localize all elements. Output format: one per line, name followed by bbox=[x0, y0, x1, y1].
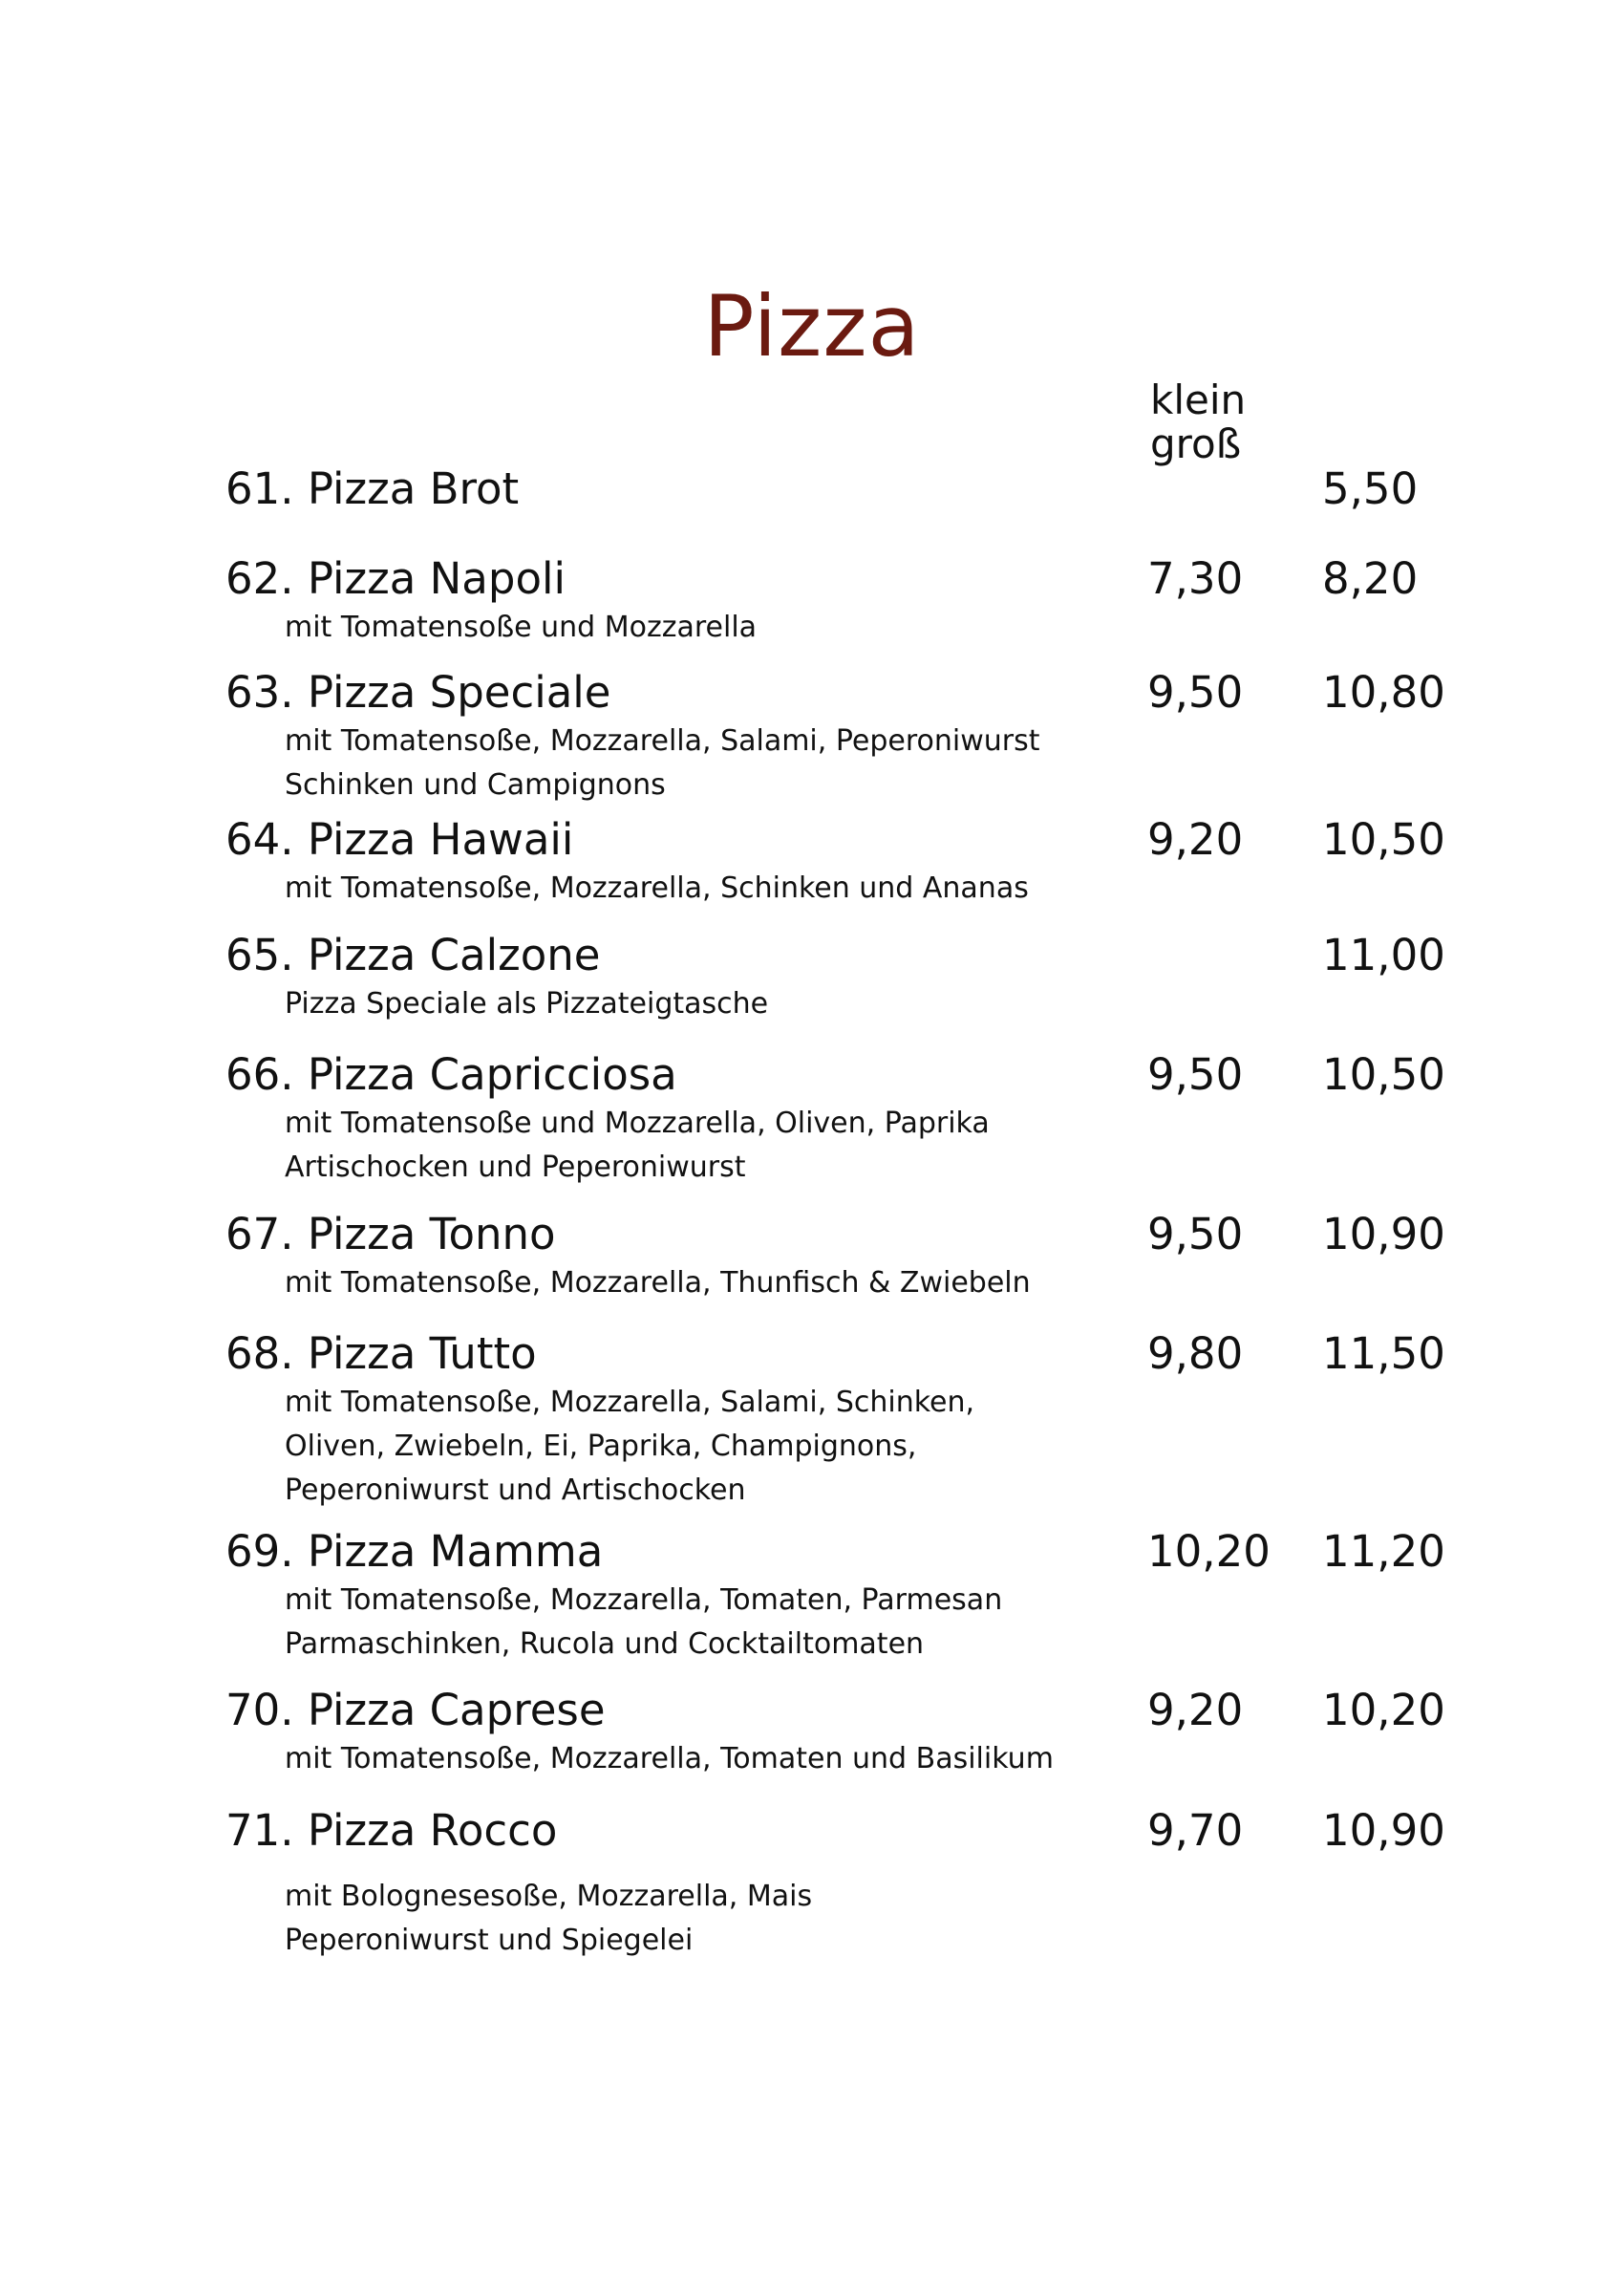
menu-item-description: mit Tomatensoße, Mozzarella, Tomaten, Parmesan bbox=[285, 1583, 1003, 1617]
menu-item-description: mit Tomatensoße und Mozzarella bbox=[285, 611, 758, 644]
menu-item bbox=[225, 666, 1467, 807]
price-small: 9,50 bbox=[1147, 1049, 1244, 1100]
price-large: 5,50 bbox=[1322, 463, 1419, 514]
price-large: 11,20 bbox=[1322, 1526, 1445, 1577]
menu-item-description: Artischocken und Peperoniwurst bbox=[285, 1151, 746, 1184]
menu-item-name: 63. Pizza Speciale bbox=[225, 667, 611, 718]
menu-item bbox=[225, 462, 1467, 516]
price-large: 10,20 bbox=[1322, 1685, 1445, 1735]
menu-item-name: 69. Pizza Mamma bbox=[225, 1526, 604, 1577]
menu-item-description: mit Tomatensoße, Mozzarella, Schinken und Ananas bbox=[285, 871, 1029, 905]
menu-item-name: 65. Pizza Calzone bbox=[225, 930, 601, 980]
price-large: 10,90 bbox=[1322, 1805, 1445, 1856]
price-small: 9,20 bbox=[1147, 1685, 1244, 1735]
menu-item bbox=[225, 1208, 1467, 1305]
price-large: 11,00 bbox=[1322, 930, 1445, 980]
price-large: 11,50 bbox=[1322, 1328, 1445, 1379]
page-title: Pizza bbox=[703, 277, 921, 376]
price-small: 9,70 bbox=[1147, 1805, 1244, 1856]
price-small: 9,80 bbox=[1147, 1328, 1244, 1379]
price-small: 9,20 bbox=[1147, 814, 1244, 865]
menu-item-description: mit Tomatensoße, Mozzarella, Thunfisch & Zwiebeln bbox=[285, 1266, 1031, 1300]
menu-item bbox=[225, 1804, 1467, 1963]
menu-item-description: mit Tomatensoße und Mozzarella, Oliven, Paprika bbox=[285, 1107, 990, 1140]
column-header-small: klein bbox=[1150, 376, 1247, 423]
column-header-large: groß bbox=[1150, 420, 1242, 467]
menu-item-name: 70. Pizza Caprese bbox=[225, 1685, 606, 1735]
price-small: 9,50 bbox=[1147, 1209, 1244, 1259]
menu-item bbox=[225, 1048, 1467, 1190]
price-large: 10,50 bbox=[1322, 814, 1445, 865]
menu-item-description: mit Tomatensoße, Mozzarella, Salami, Peperoniwurst bbox=[285, 724, 1040, 758]
price-large: 10,50 bbox=[1322, 1049, 1445, 1100]
price-large: 10,80 bbox=[1322, 667, 1445, 718]
menu-item bbox=[225, 813, 1467, 911]
menu-item-description: Pizza Speciale als Pizzateigtasche bbox=[285, 987, 769, 1021]
menu-item bbox=[225, 1684, 1467, 1781]
menu-item bbox=[225, 552, 1467, 650]
price-small: 9,50 bbox=[1147, 667, 1244, 718]
menu-item-name: 64. Pizza Hawaii bbox=[225, 814, 574, 865]
menu-item-description: Oliven, Zwiebeln, Ei, Paprika, Champignons, bbox=[285, 1430, 917, 1463]
menu-item-description: Peperoniwurst und Artischocken bbox=[285, 1473, 746, 1507]
menu-item-name: 71. Pizza Rocco bbox=[225, 1805, 558, 1856]
price-small: 10,20 bbox=[1147, 1526, 1271, 1577]
menu-item-description: mit Tomatensoße, Mozzarella, Salami, Schinken, bbox=[285, 1386, 975, 1419]
menu-item-description: Parmaschinken, Rucola und Cocktailtomaten bbox=[285, 1627, 925, 1661]
menu-item-name: 61. Pizza Brot bbox=[225, 463, 520, 514]
menu-item-description: mit Bolognesesoße, Mozzarella, Mais bbox=[285, 1880, 813, 1913]
menu-item-name: 66. Pizza Capricciosa bbox=[225, 1049, 677, 1100]
price-small: 7,30 bbox=[1147, 553, 1244, 604]
price-large: 10,90 bbox=[1322, 1209, 1445, 1259]
price-large: 8,20 bbox=[1322, 553, 1419, 604]
menu-item bbox=[225, 1327, 1467, 1513]
menu-item-name: 68. Pizza Tutto bbox=[225, 1328, 537, 1379]
menu-item bbox=[225, 1525, 1467, 1667]
menu-item-description: Peperoniwurst und Spiegelei bbox=[285, 1924, 694, 1957]
menu-item-name: 67. Pizza Tonno bbox=[225, 1209, 556, 1259]
menu-item-name: 62. Pizza Napoli bbox=[225, 553, 566, 604]
menu-item bbox=[225, 929, 1467, 1026]
menu-item-description: mit Tomatensoße, Mozzarella, Tomaten und Basilikum bbox=[285, 1742, 1054, 1775]
menu-item-description: Schinken und Campignons bbox=[285, 768, 666, 802]
